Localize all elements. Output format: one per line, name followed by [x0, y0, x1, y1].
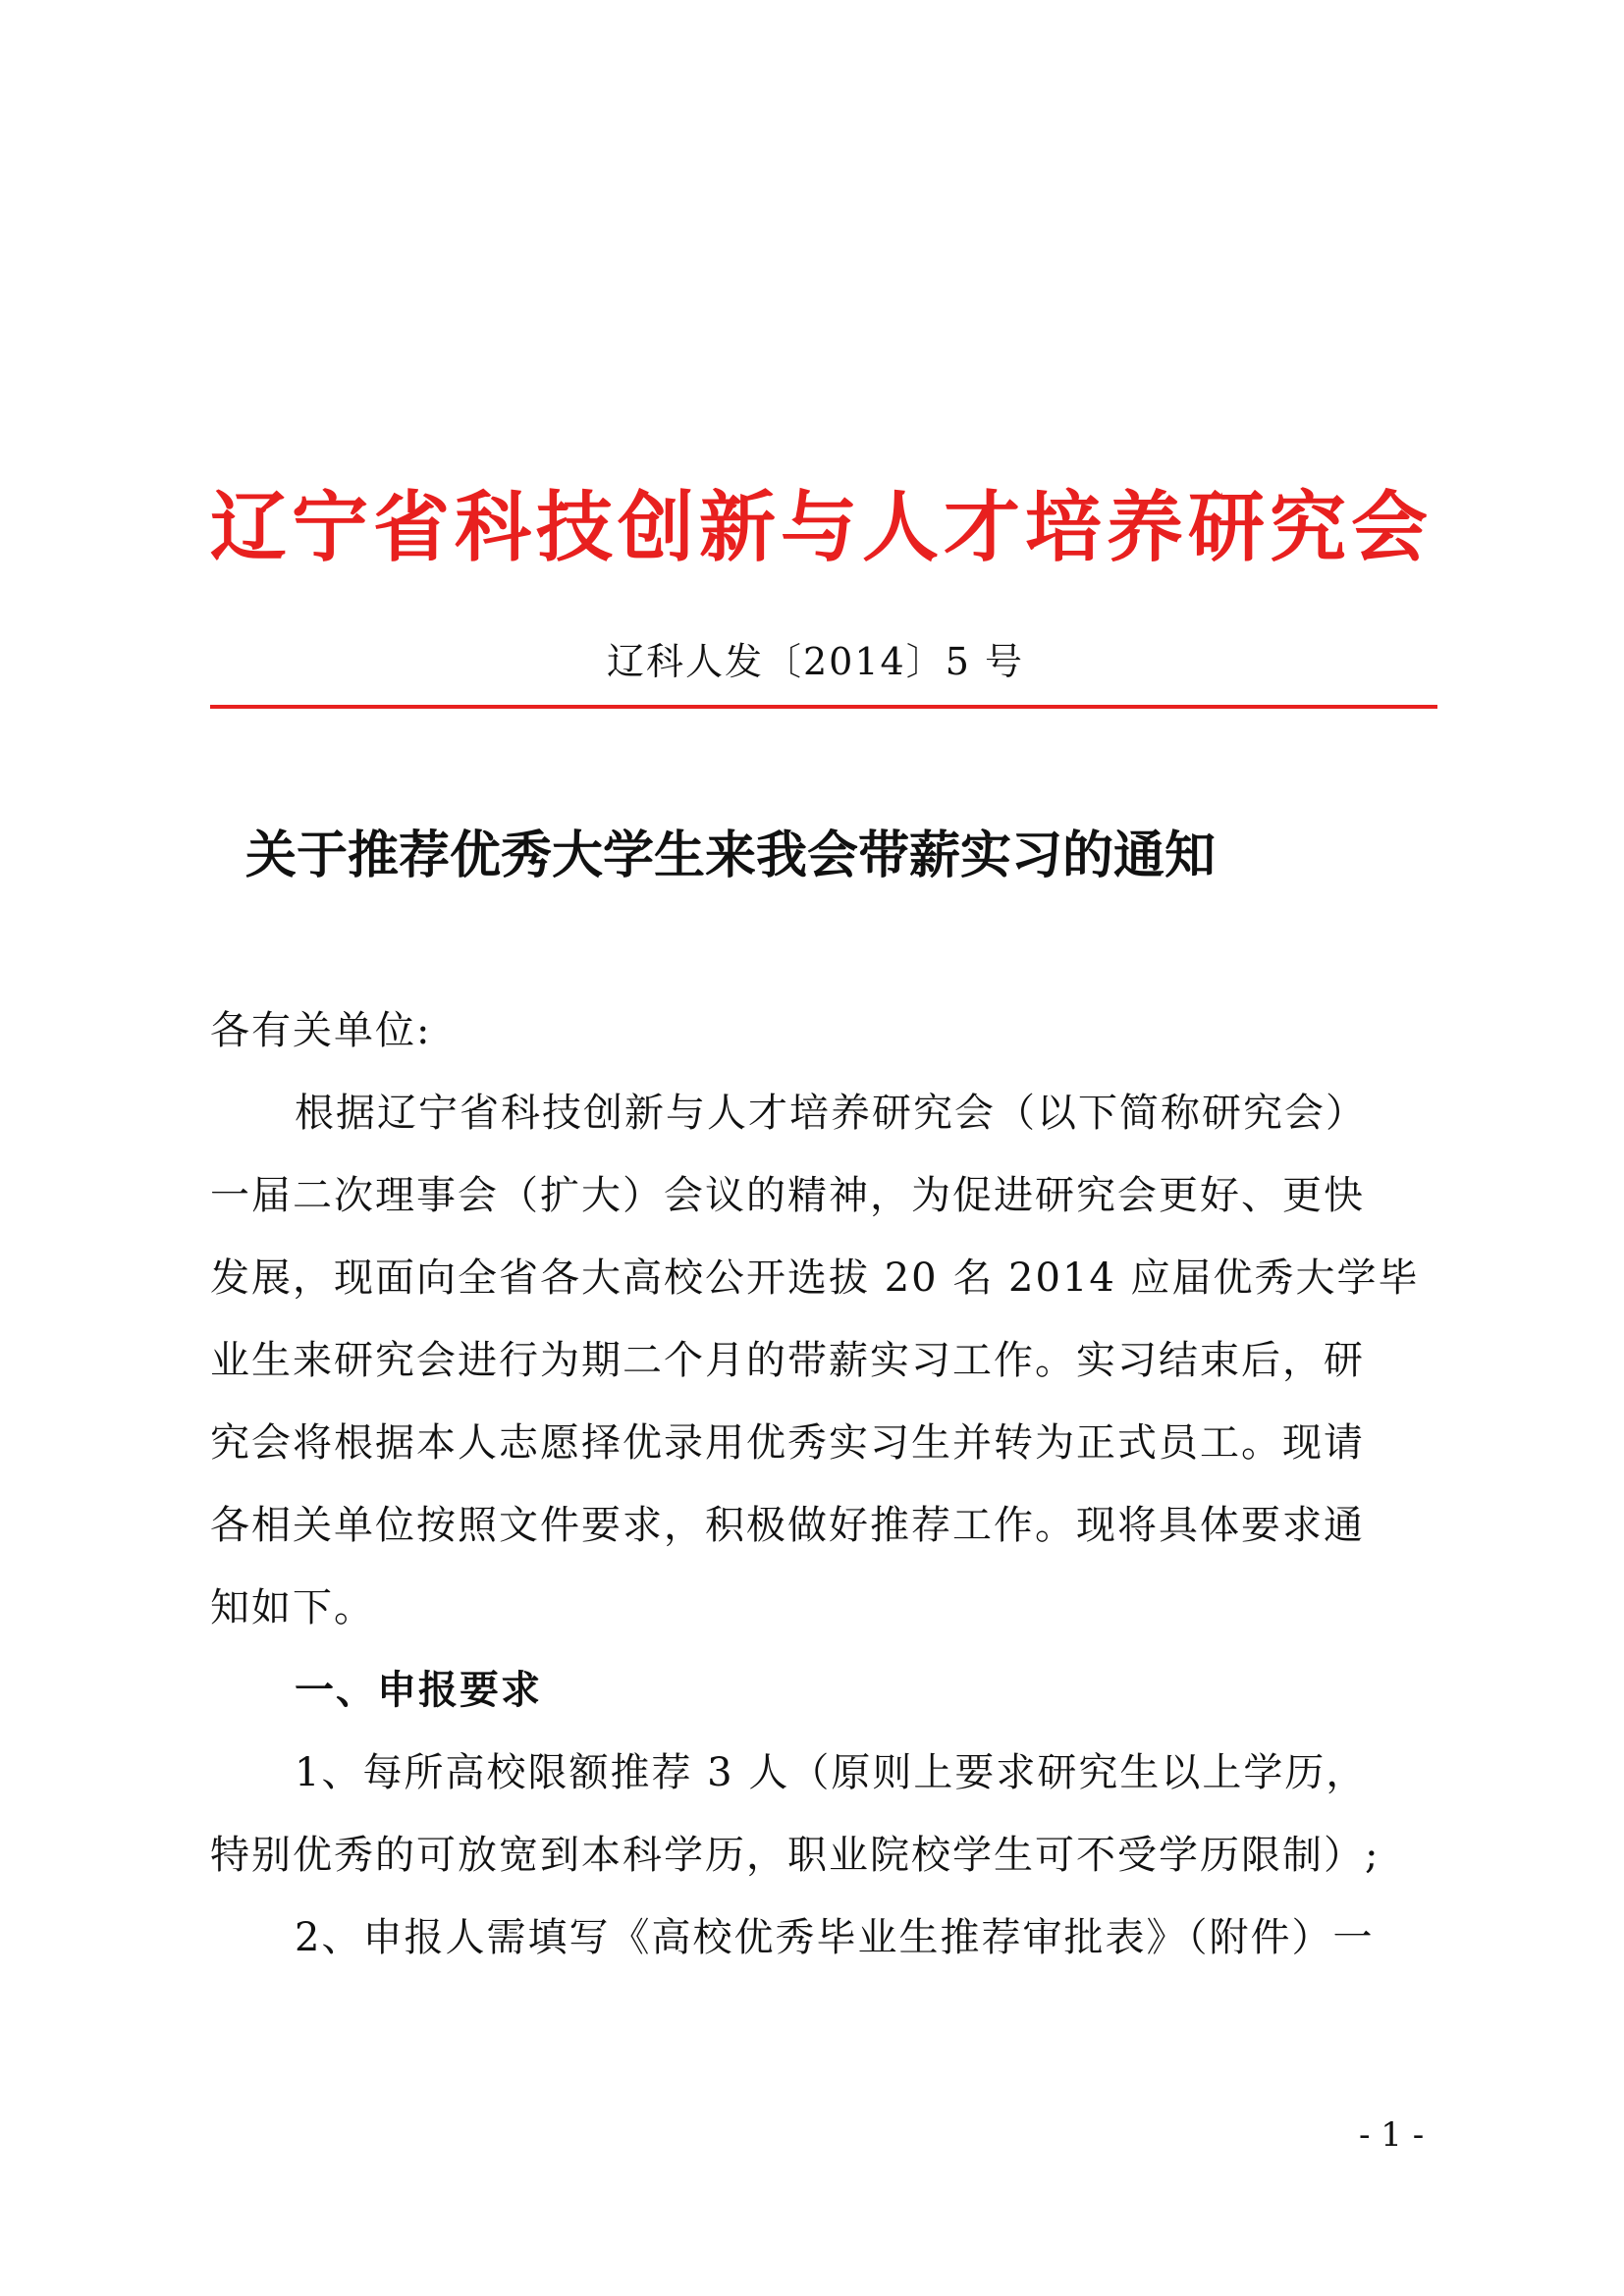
- paragraph-line: 一届二次理事会（扩大）会议的精神，为促进研究会更好、更快: [210, 1173, 1365, 1218]
- paragraph-line: 究会将根据本人志愿择优录用优秀实习生并转为正式员工。现请: [210, 1420, 1365, 1466]
- list-item-line: 2、申报人需填写《高校优秀毕业生推荐审批表》（附件）一: [295, 1915, 1375, 1960]
- red-divider-line: [210, 705, 1437, 709]
- page-number: - 1 -: [1359, 2115, 1425, 2155]
- notice-title: 关于推荐优秀大学生来我会带薪实习的通知: [245, 827, 1217, 885]
- paragraph-line: 业生来研究会进行为期二个月的带薪实习工作。实习结束后，研: [210, 1338, 1365, 1383]
- salutation: 各有关单位:: [210, 1008, 432, 1053]
- document-number: 辽科人发〔2014〕5 号: [607, 640, 1024, 683]
- section-heading: 一、申报要求: [295, 1668, 542, 1713]
- paragraph-line: 知如下。: [210, 1585, 375, 1630]
- list-item-line: 1、每所高校限额推荐 3 人（原则上要求研究生以上学历，: [295, 1750, 1368, 1795]
- paragraph-line: 根据辽宁省科技创新与人才培养研究会（以下简称研究会）: [295, 1091, 1367, 1136]
- org-name-header: 辽宁省科技创新与人才培养研究会: [210, 483, 1434, 572]
- paragraph-line: 各相关单位按照文件要求，积极做好推荐工作。现将具体要求通: [210, 1503, 1365, 1548]
- paragraph-line: 发展，现面向全省各大高校公开选拔 20 名 2014 应届优秀大学毕: [210, 1255, 1420, 1301]
- list-item-line: 特别优秀的可放宽到本科学历，职业院校学生可不受学历限制）;: [210, 1833, 1380, 1878]
